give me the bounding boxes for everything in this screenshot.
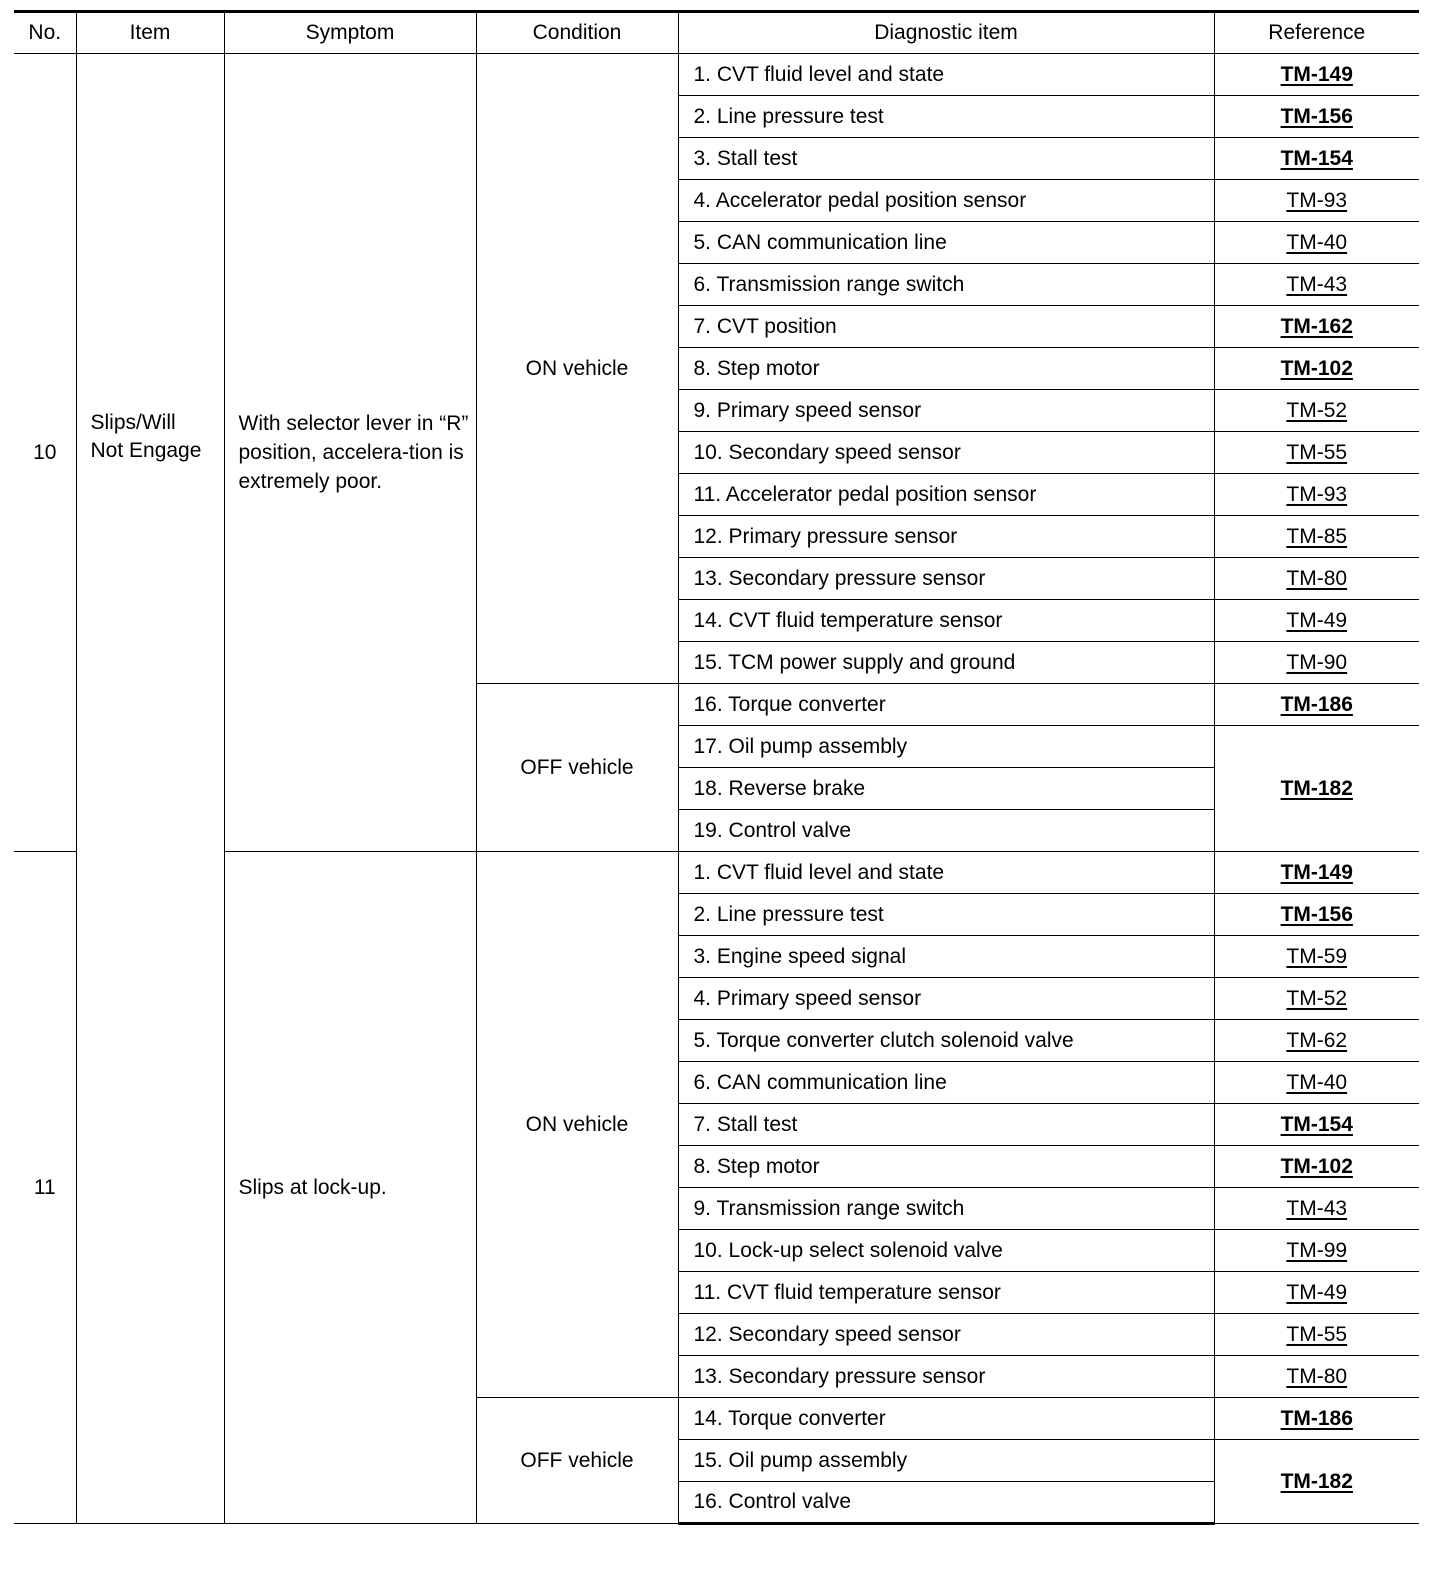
- diagnostic-item: 2. Line pressure test: [678, 894, 1214, 936]
- reference-cell: [1214, 1314, 1419, 1356]
- reference-cell: [1214, 348, 1419, 390]
- reference-cell: [1214, 978, 1419, 1020]
- diagnostic-item: 10. Secondary speed sensor: [678, 432, 1214, 474]
- reference-link[interactable]: TM-186: [1280, 692, 1353, 716]
- reference-cell: [1214, 1062, 1419, 1104]
- row-number: 11: [14, 852, 76, 1524]
- reference-link[interactable]: TM-40: [1286, 230, 1348, 254]
- diagnostic-item: 6. Transmission range switch: [678, 264, 1214, 306]
- diagnostic-item: 7. Stall test: [678, 1104, 1214, 1146]
- reference-link[interactable]: TM-80: [1286, 566, 1348, 590]
- reference-cell: [1214, 1356, 1419, 1398]
- reference-link[interactable]: TM-149: [1280, 860, 1353, 884]
- reference-link[interactable]: TM-162: [1280, 314, 1353, 338]
- reference-cell: [1214, 390, 1419, 432]
- condition-off-vehicle: OFF vehicle: [476, 1398, 678, 1524]
- reference-link[interactable]: TM-154: [1280, 1112, 1353, 1136]
- header-condition: Condition: [476, 12, 678, 54]
- reference-cell: [1214, 1146, 1419, 1188]
- reference-link[interactable]: TM-55: [1286, 440, 1348, 464]
- reference-link[interactable]: TM-40: [1286, 1070, 1348, 1094]
- reference-link[interactable]: TM-186: [1280, 1406, 1353, 1430]
- diagnosis-table: [14, 10, 1419, 1525]
- reference-link[interactable]: TM-59: [1286, 944, 1348, 968]
- header-no: No.: [14, 12, 76, 54]
- reference-link[interactable]: TM-85: [1286, 524, 1348, 548]
- reference-link[interactable]: TM-93: [1286, 482, 1348, 506]
- item-label-text: Slips/Will Not Engage: [90, 410, 202, 462]
- reference-link[interactable]: TM-156: [1280, 104, 1353, 128]
- reference-cell: [1214, 264, 1419, 306]
- reference-cell: [1214, 1440, 1419, 1524]
- symptom-text: Slips at lock-up.: [224, 852, 476, 1524]
- diagnostic-item: 15. Oil pump assembly: [678, 1440, 1214, 1482]
- reference-link[interactable]: TM-156: [1280, 902, 1353, 926]
- reference-cell: [1214, 1020, 1419, 1062]
- diagnostic-item: 9. Primary speed sensor: [678, 390, 1214, 432]
- reference-cell: [1214, 432, 1419, 474]
- header-item: Item: [76, 12, 224, 54]
- diagnostic-item: 5. Torque converter clutch solenoid valve: [678, 1020, 1214, 1062]
- diagnostic-item: 3. Engine speed signal: [678, 936, 1214, 978]
- diagnostic-item: 14. Torque converter: [678, 1398, 1214, 1440]
- header-symptom: Symptom: [224, 12, 476, 54]
- diagnostic-item: 11. Accelerator pedal position sensor: [678, 474, 1214, 516]
- diagnostic-item: 4. Primary speed sensor: [678, 978, 1214, 1020]
- reference-link[interactable]: TM-49: [1286, 1280, 1348, 1304]
- diagnostic-item: 16. Control valve: [678, 1482, 1214, 1524]
- reference-cell: [1214, 600, 1419, 642]
- reference-link[interactable]: TM-80: [1286, 1364, 1348, 1388]
- header-diagnostic-item: Diagnostic item: [678, 12, 1214, 54]
- header-reference: Reference: [1214, 12, 1419, 54]
- diagnostic-item: 13. Secondary pressure sensor: [678, 1356, 1214, 1398]
- condition-off-vehicle: OFF vehicle: [476, 684, 678, 852]
- reference-link[interactable]: TM-43: [1286, 272, 1348, 296]
- reference-link[interactable]: TM-43: [1286, 1196, 1348, 1220]
- reference-cell: [1214, 1272, 1419, 1314]
- diagnostic-item: 7. CVT position: [678, 306, 1214, 348]
- reference-link[interactable]: TM-52: [1286, 986, 1348, 1010]
- symptom-text: With selector lever in “R” position, accelera-tion is extremely poor.: [224, 54, 476, 852]
- reference-cell: [1214, 222, 1419, 264]
- reference-cell: [1214, 306, 1419, 348]
- reference-link[interactable]: TM-149: [1280, 62, 1353, 86]
- header-row: [14, 12, 1419, 54]
- reference-link[interactable]: TM-90: [1286, 650, 1348, 674]
- reference-cell: [1214, 726, 1419, 852]
- reference-cell: [1214, 1188, 1419, 1230]
- diagnostic-item: 8. Step motor: [678, 1146, 1214, 1188]
- diagnostic-item: 12. Primary pressure sensor: [678, 516, 1214, 558]
- reference-cell: [1214, 180, 1419, 222]
- reference-link[interactable]: TM-93: [1286, 188, 1348, 212]
- reference-cell: [1214, 936, 1419, 978]
- reference-cell: [1214, 96, 1419, 138]
- diagnostic-item: 9. Transmission range switch: [678, 1188, 1214, 1230]
- diagnostic-item: 2. Line pressure test: [678, 96, 1214, 138]
- diagnostic-item: 17. Oil pump assembly: [678, 726, 1214, 768]
- reference-link[interactable]: TM-99: [1286, 1238, 1348, 1262]
- reference-cell: [1214, 684, 1419, 726]
- diagnostic-item: 16. Torque converter: [678, 684, 1214, 726]
- reference-cell: [1214, 1230, 1419, 1272]
- condition-on-vehicle: ON vehicle: [476, 54, 678, 684]
- diagnostic-item: 14. CVT fluid temperature sensor: [678, 600, 1214, 642]
- reference-cell: [1214, 1104, 1419, 1146]
- reference-cell: [1214, 1398, 1419, 1440]
- reference-link[interactable]: TM-62: [1286, 1028, 1348, 1052]
- reference-link[interactable]: TM-154: [1280, 146, 1353, 170]
- diagnostic-item: 1. CVT fluid level and state: [678, 852, 1214, 894]
- diagnostic-item: 6. CAN communication line: [678, 1062, 1214, 1104]
- row-number: 10: [14, 54, 76, 852]
- diagnostic-item: 4. Accelerator pedal position sensor: [678, 180, 1214, 222]
- diagnostic-item: 10. Lock-up select solenoid valve: [678, 1230, 1214, 1272]
- reference-link[interactable]: TM-102: [1280, 356, 1353, 380]
- reference-cell: [1214, 558, 1419, 600]
- diagnostic-item: 1. CVT fluid level and state: [678, 54, 1214, 96]
- reference-cell: [1214, 474, 1419, 516]
- diagnostic-item: 13. Secondary pressure sensor: [678, 558, 1214, 600]
- diagnostic-item: 19. Control valve: [678, 810, 1214, 852]
- reference-link[interactable]: TM-52: [1286, 398, 1348, 422]
- diagnostic-item: 18. Reverse brake: [678, 768, 1214, 810]
- reference-link[interactable]: TM-182: [1280, 776, 1353, 800]
- condition-on-vehicle: ON vehicle: [476, 852, 678, 1398]
- reference-cell: [1214, 54, 1419, 96]
- table-row: [14, 852, 1419, 894]
- diagnostic-item: 3. Stall test: [678, 138, 1214, 180]
- reference-cell: [1214, 516, 1419, 558]
- reference-cell: [1214, 894, 1419, 936]
- table-row: [14, 54, 1419, 96]
- diagnostic-item: 5. CAN communication line: [678, 222, 1214, 264]
- reference-link[interactable]: TM-182: [1280, 1469, 1353, 1493]
- item-label: [76, 54, 224, 1524]
- reference-link[interactable]: TM-102: [1280, 1154, 1353, 1178]
- diagnostic-item: 15. TCM power supply and ground: [678, 642, 1214, 684]
- reference-cell: [1214, 642, 1419, 684]
- reference-cell: [1214, 852, 1419, 894]
- diagnostic-item: 12. Secondary speed sensor: [678, 1314, 1214, 1356]
- reference-cell: [1214, 138, 1419, 180]
- reference-link[interactable]: TM-49: [1286, 608, 1348, 632]
- diagnostic-item: 8. Step motor: [678, 348, 1214, 390]
- diagnostic-item: 11. CVT fluid temperature sensor: [678, 1272, 1214, 1314]
- reference-link[interactable]: TM-55: [1286, 1322, 1348, 1346]
